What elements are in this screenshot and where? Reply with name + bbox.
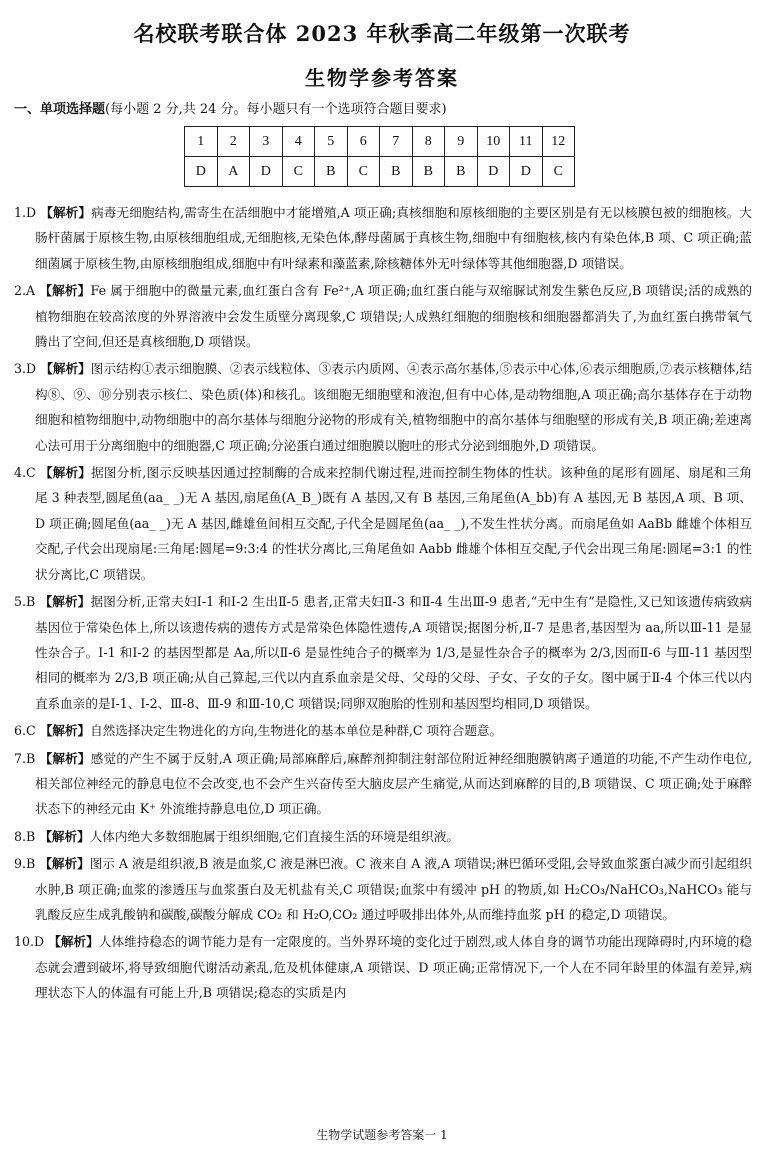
answer-letter: C [542, 157, 575, 187]
question-number: 7 [380, 127, 413, 157]
explanation-item [14, 718, 752, 743]
answer-letter: B [412, 157, 445, 187]
answer-letter: B [315, 157, 348, 187]
page-footer: 生物学试题参考答案一 1 [316, 1128, 448, 1142]
question-number: 3 [250, 127, 283, 157]
analysis-tag: 【解析】 [39, 283, 91, 299]
item-number: 5. [14, 594, 27, 610]
item-number: 3. [14, 361, 27, 377]
analysis-tag: 【解析】 [39, 828, 90, 844]
question-number: 12 [542, 127, 575, 157]
explanation-item [14, 851, 752, 927]
item-text: 自然选择决定生物进化的方向,生物进化的基本单位是种群,C 项符合题意。 [90, 723, 503, 739]
item-answer: A [26, 283, 36, 299]
item-number: 1. [14, 205, 27, 220]
question-number: 5 [315, 127, 348, 157]
page-subtitle: 生物学参考答案 [305, 66, 459, 90]
question-number: 6 [347, 127, 380, 157]
item-number: 10. [14, 934, 35, 950]
section-title: 一、单项选择题 [14, 102, 106, 117]
question-number: 8 [412, 127, 445, 157]
answer-letter: A [217, 157, 250, 187]
answer-letter: D [185, 157, 218, 187]
explanation-item [14, 278, 752, 354]
item-number: 2. [14, 283, 27, 299]
item-text: 图示 A 液是组织液,B 液是血浆,C 液是淋巴液。C 液来自 A 液,A 项错误;淋巴循环受阻,会导致血浆蛋白减少而引起组织水肿,B 项正确;血浆的渗透压与血浆蛋白及无机盐有关,C 项错误;血浆中有缓冲 pH 的物质,如 H₂CO₃/NaHCO₃,NaHCO₃ 能与乳酸反应生成乳酸钠和碳酸,碳酸分解成 CO₂ 和 H₂O,CO₂ 通过呼吸排出体外,从而维持血浆 pH 的稳定,D 项错误。 [35, 856, 753, 922]
question-number: 1 [185, 127, 218, 157]
answer-letter: D [477, 157, 510, 187]
item-answer: C [26, 723, 36, 739]
item-number: 9. [14, 856, 27, 872]
question-number: 10 [477, 127, 510, 157]
item-text: 病毒无细胞结构,需寄生在活细胞中才能增殖,A 项正确;真核细胞和原核细胞的主要区别是有无以核膜包被的细胞核。大肠杆菌属于原核生物,由原核细胞组成,无细胞核,无染色体,酵母菌属于真核生物,细胞中有细胞核,核内有染色体,B 项、C 项正确;蓝细菌属于原核生物,由原核细胞组成,细胞中有叶绿素和藻蓝素,除核糖体外无叶绿体等其他细胞器,D 项错误。 [35, 205, 752, 271]
explanation-item [14, 356, 752, 458]
analysis-tag: 【解析】 [48, 934, 99, 950]
explanation-list [14, 200, 752, 1008]
answer-table-answers-row [185, 157, 575, 187]
item-answer: D [26, 361, 37, 377]
analysis-tag: 【解析】 [39, 856, 90, 872]
analysis-tag: 【解析】 [39, 750, 91, 766]
item-text: 人体维持稳态的调节能力是有一定限度的。当外界环境的变化过于剧烈,或人体自身的调节功能出现障碍时,内环境的稳态就会遭到破坏,将导致细胞代谢活动紊乱,危及机体健康,A 项错误、D 项正确;正常情况下,一个人在不同年龄里的体温有差异,病理状态下人的体温有可能上升,B 项错误;稳态的实质是内 [35, 934, 752, 1001]
item-text: Fe 属于细胞中的微量元素,血红蛋白含有 Fe²⁺,A 项正确;血红蛋白能与双缩脲试剂发生紫色反应,B 项错误;活的成熟的植物细胞在较高浓度的外界溶液中会发生质壁分离现象,C 项错误;人成熟红细胞的细胞核和细胞器都消失了,为血红蛋白携带氧气腾出了空间,但还是真核细胞,D 项错误。 [35, 283, 752, 350]
answer-table-numbers-row [185, 127, 575, 157]
analysis-tag: 【解析】 [39, 465, 92, 481]
answer-letter: C [347, 157, 380, 187]
section-heading [14, 98, 447, 117]
item-text: 据图分析,图示反映基因通过控制酶的合成来控制代谢过程,进而控制生物体的性状。该种鱼的尾形有圆尾、扇尾和三角尾 3 种表型,圆尾鱼(aa_ _)无 A 基因,扇尾鱼(A_B_)既有 A 基因,又有 B 基因,三角尾鱼(A_bb)有 A 基因,无 B 基因,A 项、B 项、D 项正确;圆尾鱼(aa_ _)无 A 基因,雌雄鱼间相互交配,子代全是圆尾鱼(aa_ _),不发生性状分离。而扇尾鱼如 AaBb 雌雄个体相互交配,子代会出现扇尾:三角尾:圆尾=9:3:4 的性状分离比,三角尾鱼如 Aabb 雌雄个体相互交配,子代会出现三角尾:圆尾=3:1 的性状分离比,C 项错误。 [35, 465, 753, 582]
item-answer: B [26, 828, 36, 844]
answer-letter: B [445, 157, 478, 187]
analysis-tag: 【解析】 [39, 723, 91, 739]
explanation-item [14, 929, 752, 1005]
analysis-tag: 【解析】 [40, 205, 92, 220]
question-number: 9 [445, 127, 478, 157]
item-text: 据图分析,正常夫妇Ⅰ-1 和Ⅰ-2 生出Ⅱ-5 患者,正常夫妇Ⅱ-3 和Ⅱ-4 生出Ⅲ-9 患者,“无中生有”是隐性,又已知该遗传病致病基因位于常染色体上,所以该遗传病的遗传方式是常染色体隐性遗传,A 项错误;据图分析,Ⅱ-7 是患者,基因型为 aa,所以Ⅲ-11 是显性杂合子。Ⅰ-1 和Ⅰ-2 的基因型都是 Aa,所以Ⅱ-6 是显性纯合子的概率为 1/3,是显性杂合子的概率为 2/3,因而Ⅱ-6 与Ⅲ-11 基因型相同的概率为 2/3,B 项正确;从自己算起,三代以内直系血亲是父母、父母的父母、子女、子女的子女。图中属于Ⅱ-4 个体三代以内直系血亲的是Ⅰ-1、Ⅰ-2、Ⅲ-8、Ⅲ-9 和Ⅲ-10,C 项错误;同卵双胞胎的性别和基因型均相同,D 项错误。 [35, 594, 753, 711]
answer-letter: D [510, 157, 543, 187]
item-answer: D [26, 205, 37, 220]
answer-letter: C [282, 157, 315, 187]
item-answer: B [26, 594, 36, 610]
explanation-item [14, 824, 752, 849]
item-number: 4. [14, 465, 27, 481]
question-number: 4 [282, 127, 315, 157]
item-answer: B [26, 750, 36, 766]
item-answer: C [26, 465, 36, 481]
analysis-tag: 【解析】 [40, 361, 91, 377]
explanation-item [14, 746, 752, 822]
item-text: 感觉的产生不属于反射,A 项正确;局部麻醉后,麻醉剂抑制注射部位附近神经细胞膜钠离子通道的功能,不产生动作电位,相关部位神经元的静息电位不会改变,也不会产生兴奋传至大脑皮层产生痛觉,从而达到麻醉的目的,B 项错误、C 项正确;处于麻醉状态下的神经元由 K⁺ 外流维持静息电位,D 项正确。 [35, 750, 753, 817]
explanation-item [14, 589, 752, 716]
item-text: 图示结构①表示细胞膜、②表示线粒体、③表示内质网、④表示高尔基体,⑤表示中心体,⑥表示细胞质,⑦表示核糖体,结构⑧、⑨、⑩分别表示核仁、染色质(体)和核孔。该细胞无细胞壁和液泡,但有中心体,是动物细胞,A 项正确;高尔基体存在于动物细胞和植物细胞中,动物细胞中的高尔基体与细胞分泌物的形成有关,植物细胞中的高尔基体与细胞壁的形成有关,B 项正确;差速离心法可用于分离细胞中的细胞器,C 项正确;分泌蛋白通过细胞膜以胞吐的形式分泌到细胞外,D 项错误。 [35, 361, 752, 453]
page-title: 名校联考联合体 2023 年秋季高二年级第一次联考 [133, 21, 631, 46]
item-text: 人体内绝大多数细胞属于组织细胞,它们直接生活的环境是组织液。 [89, 828, 459, 844]
question-number: 2 [217, 127, 250, 157]
item-number: 8. [14, 828, 27, 844]
question-number: 11 [510, 127, 543, 157]
answer-letter: B [380, 157, 413, 187]
section-note: (每小题 2 分,共 24 分。每小题只有一个选项符合题目要求) [105, 102, 447, 117]
item-number: 7. [14, 750, 27, 766]
answer-table [184, 126, 575, 187]
answer-letter: D [250, 157, 283, 187]
analysis-tag: 【解析】 [39, 594, 91, 610]
explanation-item [14, 460, 752, 587]
item-number: 6. [14, 723, 27, 739]
item-answer: B [26, 856, 36, 872]
explanation-item [14, 200, 752, 276]
item-answer: D [34, 934, 45, 950]
